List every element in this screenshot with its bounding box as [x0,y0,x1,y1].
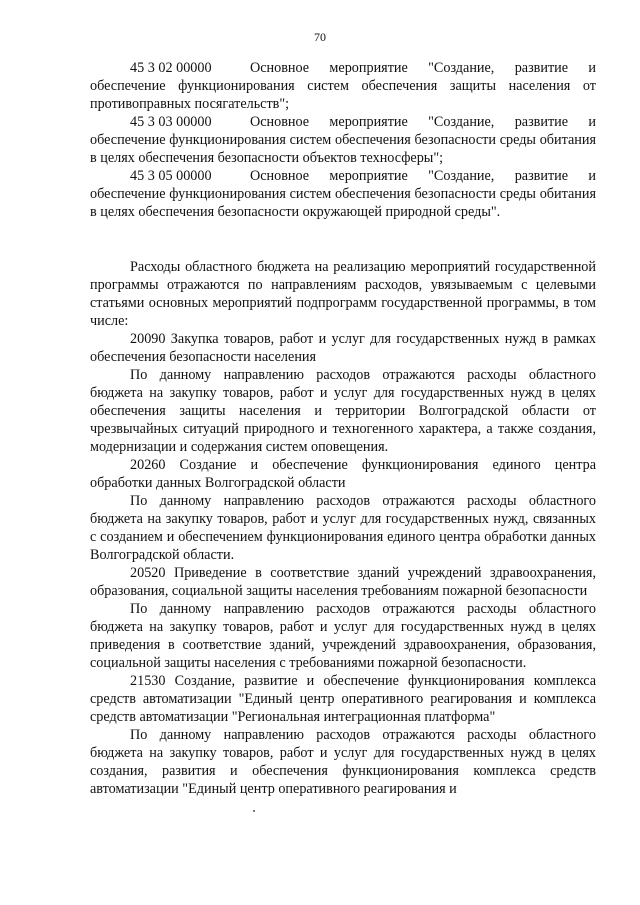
body-21530: По данному направлению расходов отражаются расходы областного бюджета на закупку товаров, работ и услуг для государственных нужд в целях создания, развития и обеспечения функционирования комплекса средств автоматизации "Единый центр оперативного реагирования и [90,727,596,797]
heading-21530: 21530 Создание, развитие и обеспечение функционирования комплекса средств автоматизации "Единый центр оперативного реагирования и комплекса средств автоматизации "Региональная интеграционная платформа" [90,673,596,725]
heading-20520: 20520 Приведение в соответствие зданий учреждений здравоохранения, образования, социальной защиты населения требованиям пожарной безопасности [90,565,596,599]
body-20090: По данному направлению расходов отражаются расходы областного бюджета на закупку товаров, работ и услуг для государственных нужд в целях обеспечения защиты населения и территории Волгоградской области от чрезвычайных ситуаций природного и техногенного характера, а также создания, модернизации и содержания систем оповещения. [90,367,596,455]
intro-paragraph: Расходы областного бюджета на реализацию мероприятий государственной программы отражаются по направлениям расходов, увязываемым с целевыми статьями основных мероприятий подпрограмм государственной программы, в том числе: [90,259,596,329]
code-item-text: Основное мероприятие "Создание, развитие и обеспечение функционирования систем обеспечения безопасности среды обитания в целях обеспечения безопасности объектов техносферы"; [90,114,596,166]
body-20520: По данному направлению расходов отражаются расходы областного бюджета на закупку товаров, работ и услуг для государственных нужд в целях приведения в соответствие зданий, учреждений здравоохранения, образования, социальной защиты населения с требованиями пожарной безопасности. [90,601,596,671]
code-item-45-3-02 [90,59,596,113]
document-body [90,59,596,798]
code-item-45-3-05 [90,167,596,221]
page-number: 70 [314,30,326,44]
code-item-45-3-03 [90,113,596,167]
code-item-code: 45 3 02 00000 [130,60,212,76]
code-item-code: 45 3 05 00000 [130,168,212,184]
section-gap [90,221,596,258]
code-item-text: Основное мероприятие "Создание, развитие и обеспечение функционирования систем обеспечения защиты населения от противоправных посягательств"; [90,60,596,112]
code-item-text: Основное мероприятие "Создание, развитие и обеспечение функционирования систем обеспечения безопасности среды обитания в целях обеспечения безопасности окружающей природной среды". [90,168,596,220]
code-item-code: 45 3 03 00000 [130,114,212,130]
heading-20260: 20260 Создание и обеспечение функционирования единого центра обработки данных Волгоградской области [90,457,596,491]
body-20260: По данному направлению расходов отражаются расходы областного бюджета на закупку товаров, работ и услуг для государственных нужд, связанных с созданием и обеспечением функционирования единого центра обработки данных Волгоградской области. [90,493,596,563]
scan-speck [253,810,255,812]
heading-20090: 20090 Закупка товаров, работ и услуг для государственных нужд в рамках обеспечения безопасности населения [90,331,596,365]
